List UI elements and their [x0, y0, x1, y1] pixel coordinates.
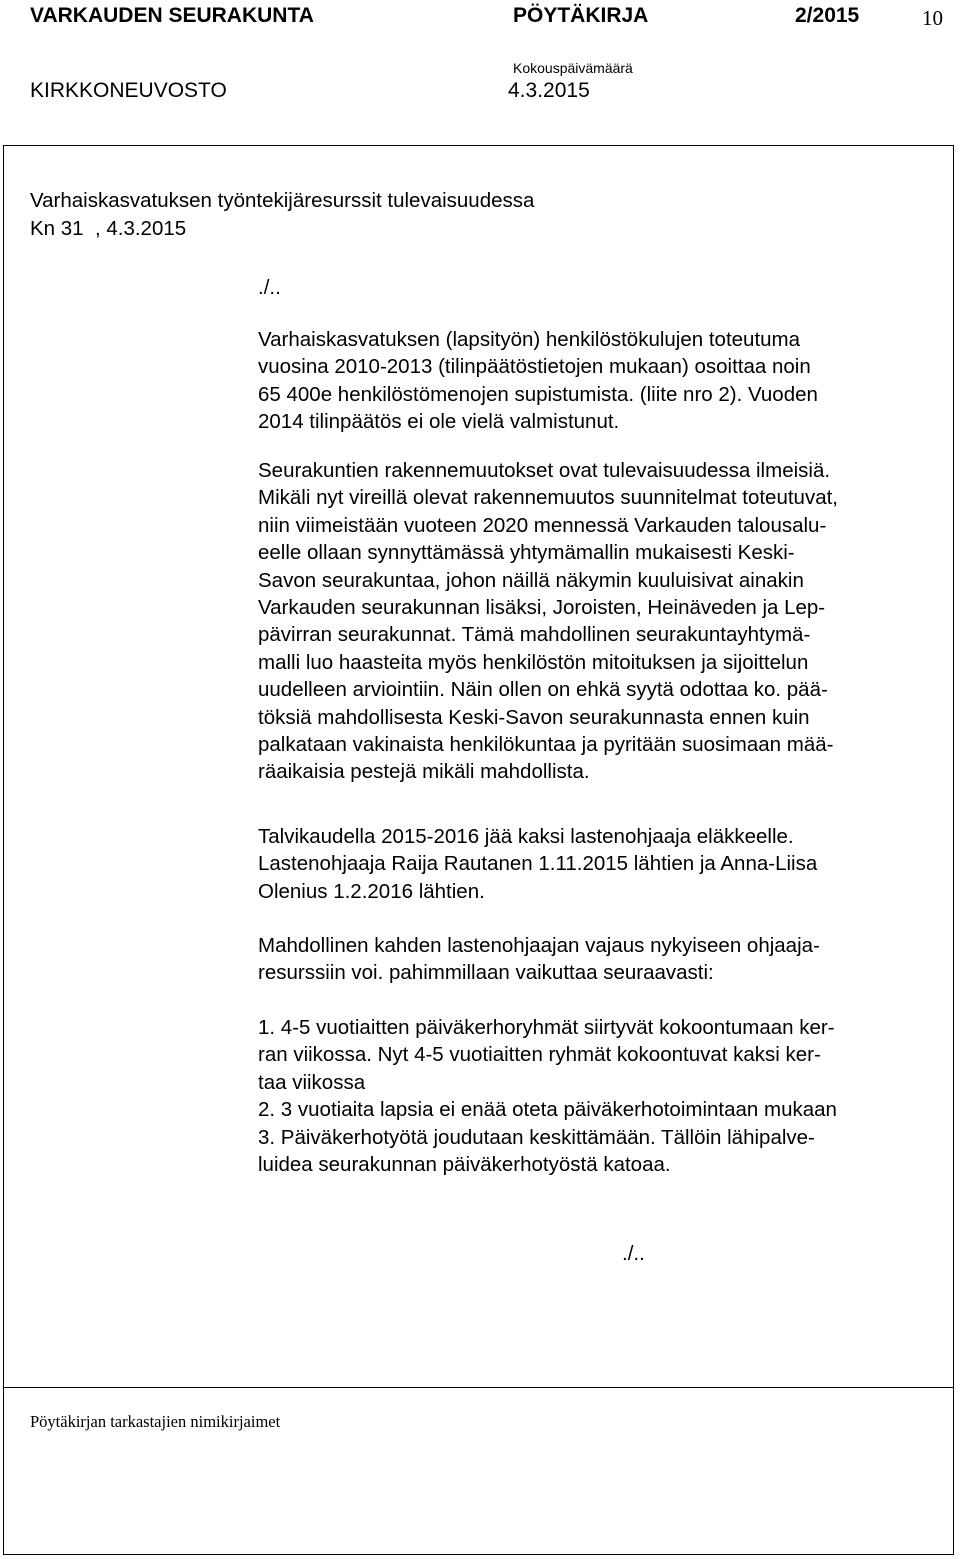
text-line: Savon seurakuntaa, johon näillä näkymin kuuluisivat ainakin [258, 568, 804, 592]
list-item: 1. 4-5 vuotiaitten päiväkerhoryhmät siirtyvät kokoontumaan ker- [258, 1016, 835, 1039]
text-line: Lastenohjaaja Raija Rautanen 1.11.2015 lähtien ja Anna-Liisa [258, 852, 818, 876]
list-item: taa viikossa [258, 1070, 366, 1094]
text-line: Seurakuntien rakennemuutokset ovat tulevaisuudessa ilmeisiä. [258, 459, 831, 482]
list-item: 2. 3 vuotiaita lapsia ei enää oteta päiväkerhotoimintaan mukaan [258, 1098, 837, 1122]
doc-number: 2/2015 [795, 4, 860, 27]
list-item: ran viikossa. Nyt 4-5 vuotiaitten ryhmät kokoontuvat kaksi ker- [258, 1043, 821, 1067]
text-line: vuosina 2010-2013 (tilinpäätöstietojen mukaan) osoittaa noin [258, 355, 811, 379]
text-line: räaikaisia pestejä mikäli mahdollista. [258, 760, 590, 784]
text-line: 2014 tilinpäätös ei ole vielä valmistunut. [258, 410, 620, 434]
org-name: VARKAUDEN SEURAKUNTA [30, 4, 314, 27]
meeting-date: 4.3.2015 [508, 79, 590, 102]
text-line: Varhaiskasvatuksen (lapsityön) henkilöstökulujen toteutuma [258, 328, 801, 351]
text-line: Talvikaudella 2015-2016 jää kaksi lastenohjaaja eläkkeelle. [258, 825, 794, 848]
text-line: uudelleen arviointiin. Näin ollen on ehkä syytä odottaa ko. pää- [258, 678, 828, 702]
text-line: niin viimeistään vuoteen 2020 mennessä Varkauden talousalu- [258, 513, 827, 537]
signature-label: Pöytäkirjan tarkastajien nimikirjaimet [30, 1412, 281, 1431]
text-line: eelle ollaan synnyttämässä yhtymämallin mukaisesti Keski- [258, 541, 795, 565]
text-line: malli luo haasteita myös henkilöstön mitoituksen ja sijoittelun [258, 650, 809, 674]
continues-marker: ./.. [622, 1242, 645, 1265]
paragraph-3 [258, 823, 938, 905]
text-line: pävirran seurakunnat. Tämä mahdollinen seurakuntayhtymä- [258, 623, 811, 647]
paragraph-4 [258, 932, 938, 987]
list-item: luidea seurakunnan päiväkerhotyöstä katoaa. [258, 1153, 671, 1177]
text-line: palkataan vakinaista henkilökuntaa ja pyritään suosimaan mää- [258, 733, 834, 757]
consequence-list [258, 1014, 938, 1178]
text-line: töksiä mahdollisesta Keski-Savon seurakunnasta ennen kuin [258, 705, 810, 729]
text-line: Varkauden seurakunnan lisäksi, Joroisten, Heinäveden ja Lep- [258, 596, 826, 620]
continued-marker: ./.. [258, 276, 281, 299]
list-item: 3. Päiväkerhotyötä joudutaan keskittämään. Tällöin lähipalve- [258, 1125, 815, 1149]
section-ref: Kn 31 , 4.3.2015 [30, 217, 187, 240]
text-line: Olenius 1.2.2016 lähtien. [258, 879, 485, 903]
page-number: 10 [922, 6, 943, 30]
text-line: resurssiin voi. pahimmillaan vaikuttaa seuraavasti: [258, 961, 714, 985]
footer-divider [3, 1387, 954, 1388]
section-title: Varhaiskasvatuksen työntekijäresurssit tulevaisuudessa [30, 189, 535, 212]
paragraph-2 [258, 457, 938, 786]
doc-type: PÖYTÄKIRJA [513, 4, 649, 27]
text-line: Mikäli nyt vireillä olevat rakennemuutos suunnitelmat toteutuvat, [258, 486, 838, 510]
paragraph-1 [258, 326, 938, 436]
governing-body: KIRKKONEUVOSTO [30, 79, 227, 102]
text-line: 65 400e henkilöstömenojen supistumista. (liite nro 2). Vuoden [258, 382, 818, 406]
text-line: Mahdollinen kahden lastenohjaajan vajaus nykyiseen ohjaaja- [258, 934, 820, 957]
meeting-date-label: Kokouspäivämäärä [513, 60, 633, 76]
